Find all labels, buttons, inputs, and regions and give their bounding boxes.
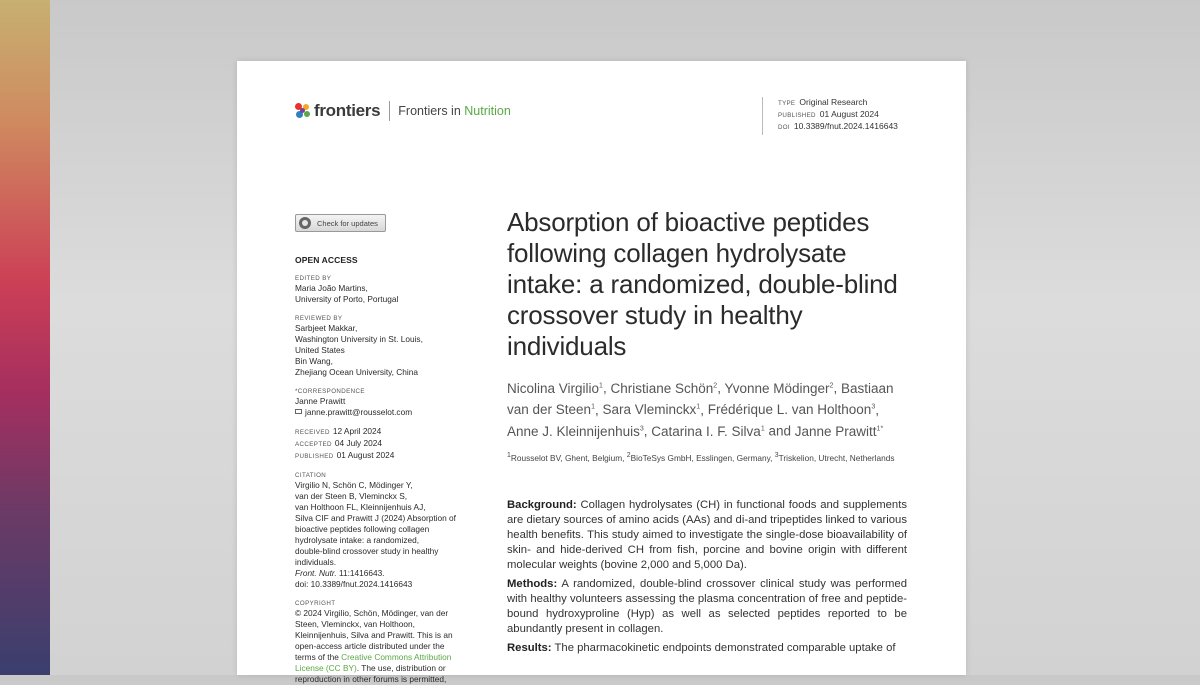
author[interactable]: Nicolina Virgilio$^1$	[507, 380, 603, 396]
sidebar-metadata	[295, 214, 470, 685]
author-list: Nicolina Virgilio$^1$, Christiane Schön$^2$, Yvonne Mödinger$^2$, Bastiaan van der Steen$^1$, Sara Vleminckx$^1$, Frédérique L. van Holthoon$^3$, Anne J. Kleinnijenhuis$^3$, Catarina I. F. Silva$^1$ and Janne Prawitt$^{1*}$	[507, 380, 894, 439]
article-main	[507, 207, 907, 660]
dates-block	[295, 426, 470, 462]
date-received: RECEIVED 12 April 2024	[295, 426, 382, 436]
author[interactable]: Sara Vleminckx$^1$	[602, 402, 701, 417]
header-divider	[389, 101, 390, 121]
frontiers-logo-icon	[295, 103, 311, 120]
article-meta	[762, 97, 898, 135]
abstract-methods: Methods: A randomized, double-blind crossover clinical study was performed with healthy volunteers assessing the plasma concentration of free and peptide-bound hydroxyproline (Hyp) as well as selected peptides reported to be abundantly present in collagen.	[507, 578, 907, 636]
meta-doi[interactable]: DOI 10.3389/fnut.2024.1416643	[778, 121, 898, 131]
frontiers-logo-text: frontiers	[314, 101, 381, 120]
citation-doi[interactable]: doi: 10.3389/fnut.2024.1416643	[295, 579, 413, 589]
author[interactable]: Yvonne Mödinger$^2$	[724, 380, 834, 396]
correspondence-label: *CORRESPONDENCE	[295, 388, 365, 395]
cc-license-link[interactable]: Creative Commons Attribution License (CC BY)	[295, 652, 452, 673]
author[interactable]: Frédérique L. van Holthoon$^3$	[707, 402, 876, 417]
abstract-results: Results: The pharmacokinetic endpoints demonstrated comparable uptake of	[507, 642, 896, 655]
citation-text: Virgilio N, Schön C, Mödinger Y, van der Steen B, Vleminckx S, van Holthoon FL, Kleinnijenhuis AJ, Silva CIF and Prawitt J (2024) Absorption of bioactive peptides following collagen hydrolysate intake: a randomized, double-blind crossover study in healthy individuals. Front. Nutr. 11:1416643. doi: 10.3389/fnut.2024.1416643	[295, 480, 470, 590]
correspondence-email[interactable]: janne.prawitt@rousselot.com	[295, 407, 470, 418]
copyright-label: COPYRIGHT	[295, 600, 336, 607]
date-accepted: ACCEPTED 04 July 2024	[295, 438, 382, 448]
edited-by-label: EDITED BY	[295, 275, 332, 282]
article-title: Absorption of bioactive peptides following collagen hydrolysate intake: a randomized, double-blind crossover study in healthy individuals	[507, 207, 898, 361]
correspondence-text	[295, 396, 470, 418]
date-published: PUBLISHED 01 August 2024	[295, 450, 395, 460]
check-for-updates-button[interactable]	[295, 214, 386, 232]
update-check-icon	[299, 217, 311, 229]
journal-name: Frontiers in Nutrition	[398, 104, 511, 118]
journal-header[interactable]	[295, 101, 511, 121]
open-access-label: OPEN ACCESS	[295, 255, 358, 265]
author[interactable]: Bastiaan van der Steen$^1$	[507, 380, 894, 417]
abstract	[507, 498, 907, 656]
reviewed-by-label: REVIEWED BY	[295, 315, 343, 322]
background-gradient-stripe	[0, 0, 50, 675]
check-for-updates-label: Check for updates	[317, 218, 378, 228]
author[interactable]: Anne J. Kleinnijenhuis$^3$	[507, 423, 644, 439]
abstract-background: Background: Collagen hydrolysates (CH) in functional foods and supplements are dietary sources of amino acids (AAs) and di-and tripeptides linked to various health benefits. This study aimed to investigate the single-dose bioavailability of skin- and hide-derived CH from fish, porcine and bovine origin with different molecular weights (bovine 2,000 and 5,000 Da).	[507, 499, 907, 572]
citation-label: CITATION	[295, 472, 327, 479]
correspondence-name: Janne Prawitt	[295, 396, 346, 406]
email-icon	[295, 409, 302, 414]
edited-by-text: Maria João Martins, University of Porto, Portugal	[295, 283, 399, 304]
reviewed-by-text: Sarbjeet Makkar, Washington University in St. Louis, United States Bin Wang, Zhejiang Ocean University, China	[295, 323, 423, 377]
copyright-text: © 2024 Virgilio, Schön, Mödinger, van der Steen, Vleminckx, van Holthoon, Kleinnijenhuis, Silva and Prawitt. This is an open-access article distributed under the terms of the Creative Commons Attribution License (CC BY). The use, distribution or reproduction in other forums is permitted,	[295, 608, 453, 684]
meta-type: TYPE Original Research	[778, 97, 868, 107]
meta-published: PUBLISHED 01 August 2024	[778, 109, 879, 119]
author[interactable]: Christiane Schön$^2$	[610, 380, 718, 396]
affiliations: $^1$Rousselot BV, Ghent, Belgium, $^2$BioTeSys GmbH, Esslingen, Germany, $^3$Triskelion, Utrecht, Netherlands	[507, 451, 895, 463]
author[interactable]: Janne Prawitt$^{1*}$	[794, 423, 884, 439]
author[interactable]: Catarina I. F. Silva$^1$	[651, 423, 765, 439]
article-page	[237, 61, 966, 684]
